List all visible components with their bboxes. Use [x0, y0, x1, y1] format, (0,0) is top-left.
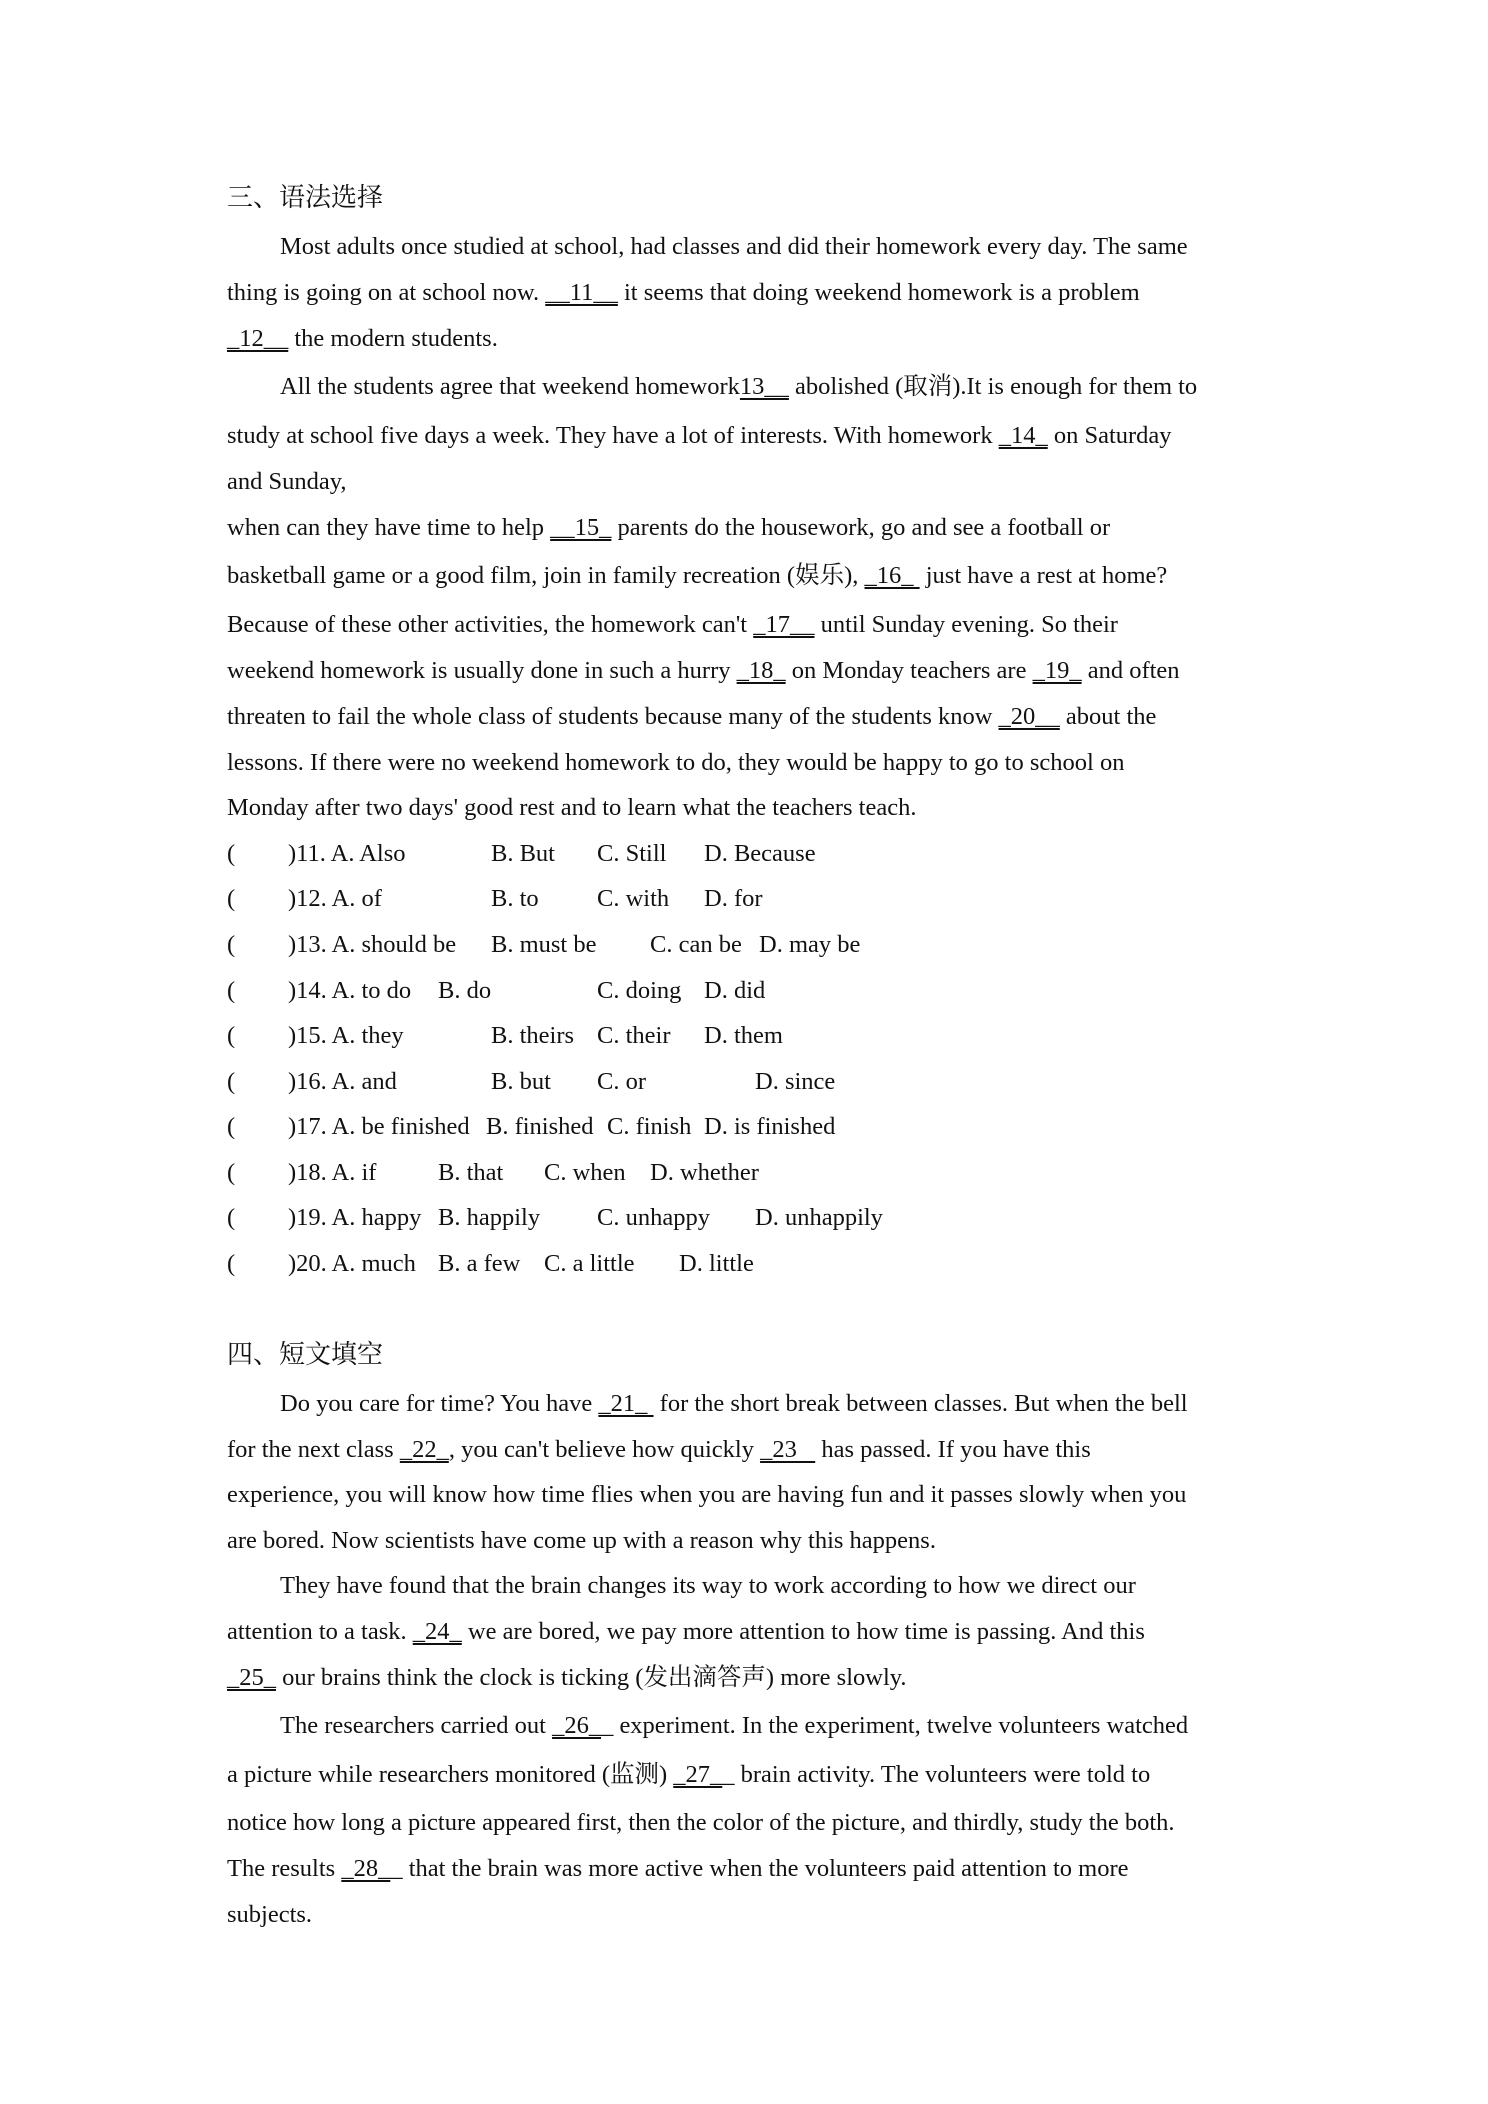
answer-paren[interactable]: ( — [227, 885, 236, 912]
passage-line: _12__ the modern students. — [227, 325, 498, 352]
blank-19[interactable]: _19_ — [1032, 657, 1082, 684]
question-19 — [227, 1202, 1227, 1234]
passage-line: a picture while researchers monitored (监测) _27__ brain activity. The volunteers were told to — [227, 1761, 1151, 1788]
option-d: D. them — [704, 1022, 783, 1049]
answer-paren[interactable]: ( — [227, 1204, 236, 1231]
option-d: D. may be — [759, 931, 861, 958]
option-b: B. finished — [486, 1113, 594, 1140]
blank-24[interactable]: _24_ — [412, 1618, 462, 1645]
passage-line: They have found that the brain changes its way to work according to how we direct our — [280, 1572, 1136, 1599]
option-d: D. since — [755, 1068, 836, 1095]
answer-paren[interactable]: ( — [227, 1250, 236, 1277]
option-b: B. do — [438, 977, 492, 1004]
blank-15[interactable]: __15_ — [550, 514, 612, 541]
option-c: C. a little — [544, 1250, 635, 1277]
blank-26[interactable]: _26_ — [552, 1712, 602, 1739]
option-b: B. theirs — [491, 1022, 575, 1049]
answer-paren[interactable]: ( — [227, 931, 236, 958]
question-17 — [227, 1111, 1227, 1143]
answer-paren[interactable]: ( — [227, 1022, 236, 1049]
option-a: )16. A. and — [288, 1068, 397, 1095]
option-a: )12. A. of — [288, 885, 382, 912]
option-b: B. But — [491, 840, 555, 867]
option-b: B. must be — [491, 931, 597, 958]
passage-line: The results _28__ that the brain was more active when the volunteers paid attention to more — [227, 1855, 1129, 1882]
blank-23[interactable]: _23 — [760, 1436, 816, 1463]
option-a: )18. A. if — [288, 1159, 377, 1186]
blank-21[interactable]: _21_ — [598, 1390, 654, 1417]
question-20 — [227, 1248, 1227, 1280]
blank-25[interactable]: _25_ — [227, 1664, 276, 1691]
option-a: )11. A. Also — [288, 840, 406, 867]
answer-paren[interactable]: ( — [227, 1113, 236, 1140]
blank-22[interactable]: _22_ — [399, 1436, 449, 1463]
option-a: )14. A. to do — [288, 977, 412, 1004]
option-a: )19. A. happy — [288, 1204, 422, 1231]
option-d: D. is finished — [704, 1113, 836, 1140]
passage-line: Do you care for time? You have _21_ for the short break between classes. But when the bell — [280, 1390, 1188, 1417]
passage-line: Most adults once studied at school, had classes and did their homework every day. The same — [280, 233, 1188, 260]
blank-18[interactable]: _18_ — [736, 657, 786, 684]
passage-line: All the students agree that weekend homework13__ abolished (取消).It is enough for them to — [280, 373, 1198, 400]
option-b: B. but — [491, 1068, 551, 1095]
section-3-heading: 三、语法选择 — [227, 183, 384, 213]
blank-13[interactable]: 13__ — [739, 373, 789, 400]
option-d: D. unhappily — [755, 1204, 883, 1231]
passage-line: The researchers carried out _26__ experiment. In the experiment, twelve volunteers watched — [280, 1712, 1189, 1739]
passage-line: subjects. — [227, 1901, 313, 1928]
option-b: B. happily — [438, 1204, 541, 1231]
answer-paren[interactable]: ( — [227, 840, 236, 867]
blank-12[interactable]: _12__ — [227, 325, 289, 352]
option-d: D. did — [704, 977, 766, 1004]
option-d: D. little — [679, 1250, 754, 1277]
question-11 — [227, 838, 1227, 870]
option-c: C. with — [597, 885, 670, 912]
passage-line: weekend homework is usually done in such a hurry _18_ on Monday teachers are _19_ and often — [227, 657, 1180, 684]
passage-line: when can they have time to help __15_ parents do the housework, go and see a football or — [227, 514, 1111, 541]
passage-line: attention to a task. _24_ we are bored, we pay more attention to how time is passing. And this — [227, 1618, 1145, 1645]
passage-line: lessons. If there were no weekend homework to do, they would be happy to go to school on — [227, 749, 1125, 776]
option-c: C. or — [597, 1068, 646, 1095]
question-13 — [227, 929, 1227, 961]
blank-27[interactable]: _27_ — [673, 1761, 723, 1788]
option-c: C. can be — [650, 931, 742, 958]
option-d: D. Because — [704, 840, 816, 867]
passage-line: basketball game or a good film, join in family recreation (娱乐), _16_ just have a rest at home? — [227, 562, 1168, 589]
blank-20[interactable]: _20__ — [998, 703, 1060, 730]
option-c: C. when — [544, 1159, 626, 1186]
option-c: C. Still — [597, 840, 667, 867]
answer-paren[interactable]: ( — [227, 1068, 236, 1095]
passage-line: _25_ our brains think the clock is ticking (发出滴答声) more slowly. — [227, 1664, 907, 1691]
passage-line: experience, you will know how time flies when you are having fun and it passes slowly when you — [227, 1481, 1187, 1508]
option-d: D. for — [704, 885, 763, 912]
passage-line: Monday after two days' good rest and to learn what the teachers teach. — [227, 794, 917, 821]
option-b: B. that — [438, 1159, 504, 1186]
answer-paren[interactable]: ( — [227, 977, 236, 1004]
blank-16[interactable]: _16_ — [864, 562, 920, 589]
option-c: C. unhappy — [597, 1204, 710, 1231]
passage-line: Because of these other activities, the homework can't _17__ until Sunday evening. So their — [227, 611, 1118, 638]
option-a: )17. A. be finished — [288, 1113, 470, 1140]
blank-11[interactable]: __11__ — [545, 279, 618, 306]
question-12 — [227, 883, 1227, 915]
blank-14[interactable]: _14_ — [998, 422, 1048, 449]
passage-line: study at school five days a week. They have a lot of interests. With homework _14_ on Saturday — [227, 422, 1172, 449]
option-b: B. a few — [438, 1250, 521, 1277]
option-b: B. to — [491, 885, 539, 912]
option-a: )13. A. should be — [288, 931, 457, 958]
option-c: C. their — [597, 1022, 671, 1049]
option-c: C. doing — [597, 977, 682, 1004]
blank-28[interactable]: _28_ — [341, 1855, 391, 1882]
passage-line: threaten to fail the whole class of students because many of the students know _20__ about the — [227, 703, 1157, 730]
option-d: D. whether — [650, 1159, 759, 1186]
option-c: C. finish — [607, 1113, 692, 1140]
passage-line: notice how long a picture appeared first, then the color of the picture, and thirdly, study the both. — [227, 1809, 1175, 1836]
answer-paren[interactable]: ( — [227, 1159, 236, 1186]
blank-17[interactable]: _17__ — [753, 611, 815, 638]
passage-line: thing is going on at school now. __11__ it seems that doing weekend homework is a problem — [227, 279, 1140, 306]
question-16 — [227, 1066, 1227, 1098]
section-4-heading: 四、短文填空 — [227, 1340, 384, 1370]
question-14 — [227, 975, 1227, 1007]
passage-line: for the next class _22_, you can't believe how quickly _23 has passed. If you have this — [227, 1436, 1091, 1463]
passage-line: and Sunday, — [227, 468, 347, 495]
option-a: )15. A. they — [288, 1022, 404, 1049]
question-18 — [227, 1157, 1227, 1189]
option-a: )20. A. much — [288, 1250, 416, 1277]
question-15 — [227, 1020, 1227, 1052]
passage-line: are bored. Now scientists have come up with a reason why this happens. — [227, 1527, 936, 1554]
